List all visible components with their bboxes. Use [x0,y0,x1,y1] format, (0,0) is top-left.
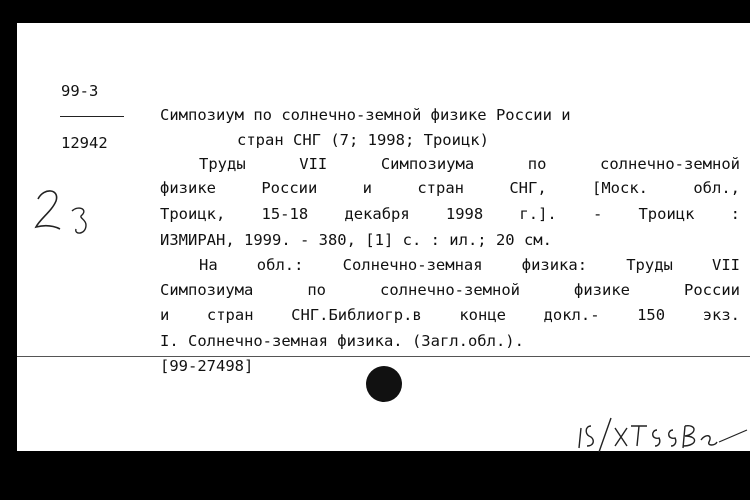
note-line: и стран СНГ.Библиогр.в конце докл.- 150 экз. [160,306,740,324]
description-line: Троицк, 15-18 декабря 1998 г.]. - Троицк : [160,205,740,223]
divider-line [60,116,124,117]
heading-line-2: стран СНГ (7; 1998; Троицк) [237,131,489,149]
inventory-number: 12942 [61,134,108,152]
description-line: физике России и стран СНГ, [Моск. обл., [160,179,740,197]
record-number: [99-27498] [160,357,254,375]
note-line: На обл.: Солнечно-земная физика: Труды VII [199,256,740,274]
scan-line [17,356,750,357]
subject-line: I. Солнечно-земная физика. (Загл.обл.). [160,332,524,350]
handwritten-mark [30,185,110,245]
description-line: Труды VII Симпозиума по солнечно-земной [199,155,740,173]
description-line: ИЗМИРАН, 1999. - 380, [1] с. : ил.; 20 см. [160,231,552,249]
note-line: Симпозиума по солнечно-земной физике России [160,281,740,299]
shelf-code: 99-3 [61,82,99,100]
heading-line-1: Симпозиум по солнечно-земной физике России и [160,106,571,124]
punched-hole [366,366,402,402]
handwritten-stamp [575,412,750,457]
